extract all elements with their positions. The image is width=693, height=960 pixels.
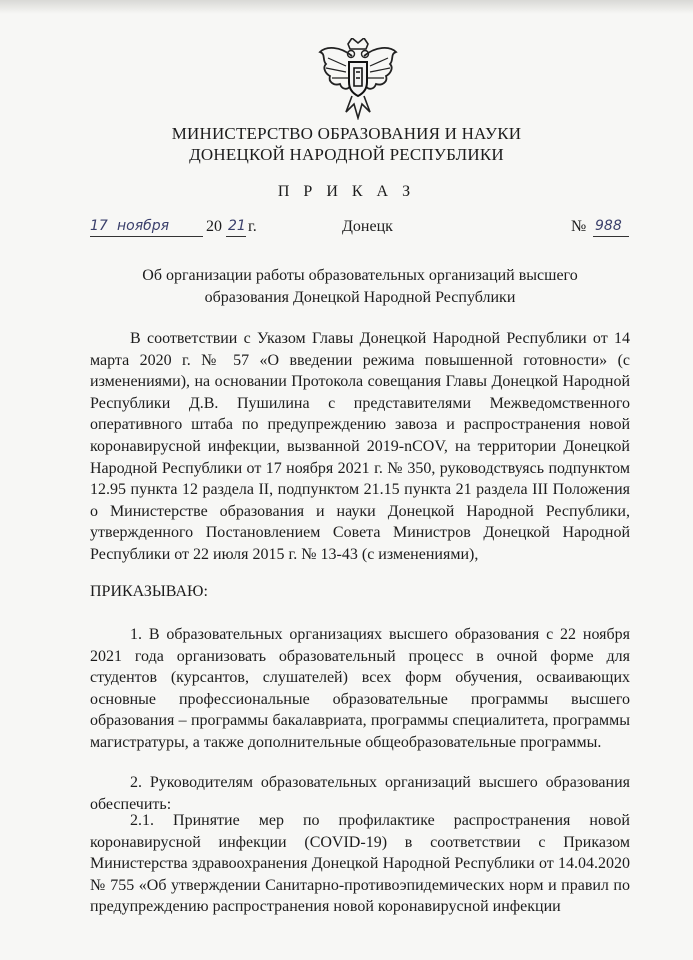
date-month: ноября: [117, 218, 170, 234]
date-day: 17: [90, 218, 108, 234]
date-year-prefix: 20: [206, 218, 222, 235]
preamble-paragraph: В соответствии с Указом Главы Донецкой Народной Республики от 14 марта 2020 г. № 57 «О введении режима повышенной готовности» (с изменениями), на основании Протокола совещания Главы Донецкой Народной Республики Д.В. Пушилина с представителями Межведомственного оперативного штаба по предупреждению завоза и распространения новой коронавирусной инфекции, вызванной 2019-nCOV, на территории Донецкой Народной Республики от 17 ноября 2021 г. № 350, руководствуясь подпунктом 12.95 пункта 12 раздела II, подпунктом 21.15 пункта 21 раздела III Положения о Министерстве образования и науки Донецкой Народной Республики, утвержденного Постановлением Совета Министров Донецкой Народной Республики от 22 июля 2015 г. № 13-43 (с изменениями),: [90, 330, 630, 563]
order-item-2: 2. Руководителям образовательных организаций высшего образования обеспечить:: [90, 774, 630, 813]
order-item-2-1: 2.1. Принятие мер по профилактике распространения новой коронавирусной инфекции (COVID-19) в соответствии с Приказом Министерства здравоохранения Донецкой Народной Республики от 14.04.2020 № 755 «Об утверждении Санитарно-противоэпидемических норм и правил по предупреждению распространения новой коронавирусной инфекции: [90, 812, 630, 916]
ministry-name-line2: ДОНЕЦКОЙ НАРОДНОЙ РЕСПУБЛИКИ: [189, 145, 504, 164]
document-city: Донецк: [342, 218, 393, 235]
scan-shadow: [0, 0, 693, 14]
document-type: П Р И К А З: [277, 183, 416, 200]
year-underline: [226, 236, 246, 237]
order-word: ПРИКАЗЫВАЮ:: [90, 583, 208, 600]
document-subject: Об организации работы образовательных организаций высшего образования Донецкой Народной Республики: [142, 267, 578, 306]
date-underline: [90, 236, 203, 237]
document-number-label: №: [571, 218, 587, 235]
date-year-suffix: 21: [228, 218, 246, 234]
ministry-name-line1: МИНИСТЕРСТВО ОБРАЗОВАНИЯ И НАУКИ: [171, 124, 522, 143]
dnr-coat-of-arms-icon: [318, 38, 398, 120]
number-underline: [593, 236, 629, 237]
order-item-1: 1. В образовательных организациях высшего образования с 22 ноября 2021 года организовать образовательный процесс в очной форме для студентов (курсантов, слушателей) всех форм обучения, осваивающих основные профессиональные образовательные программы высшего образования – программы бакалавриата, программы специалитета, программы магистратуры, а также дополнительные общеобразовательные программы.: [90, 626, 630, 751]
date-year-unit: г.: [248, 218, 257, 235]
document-number: 988: [595, 218, 622, 234]
